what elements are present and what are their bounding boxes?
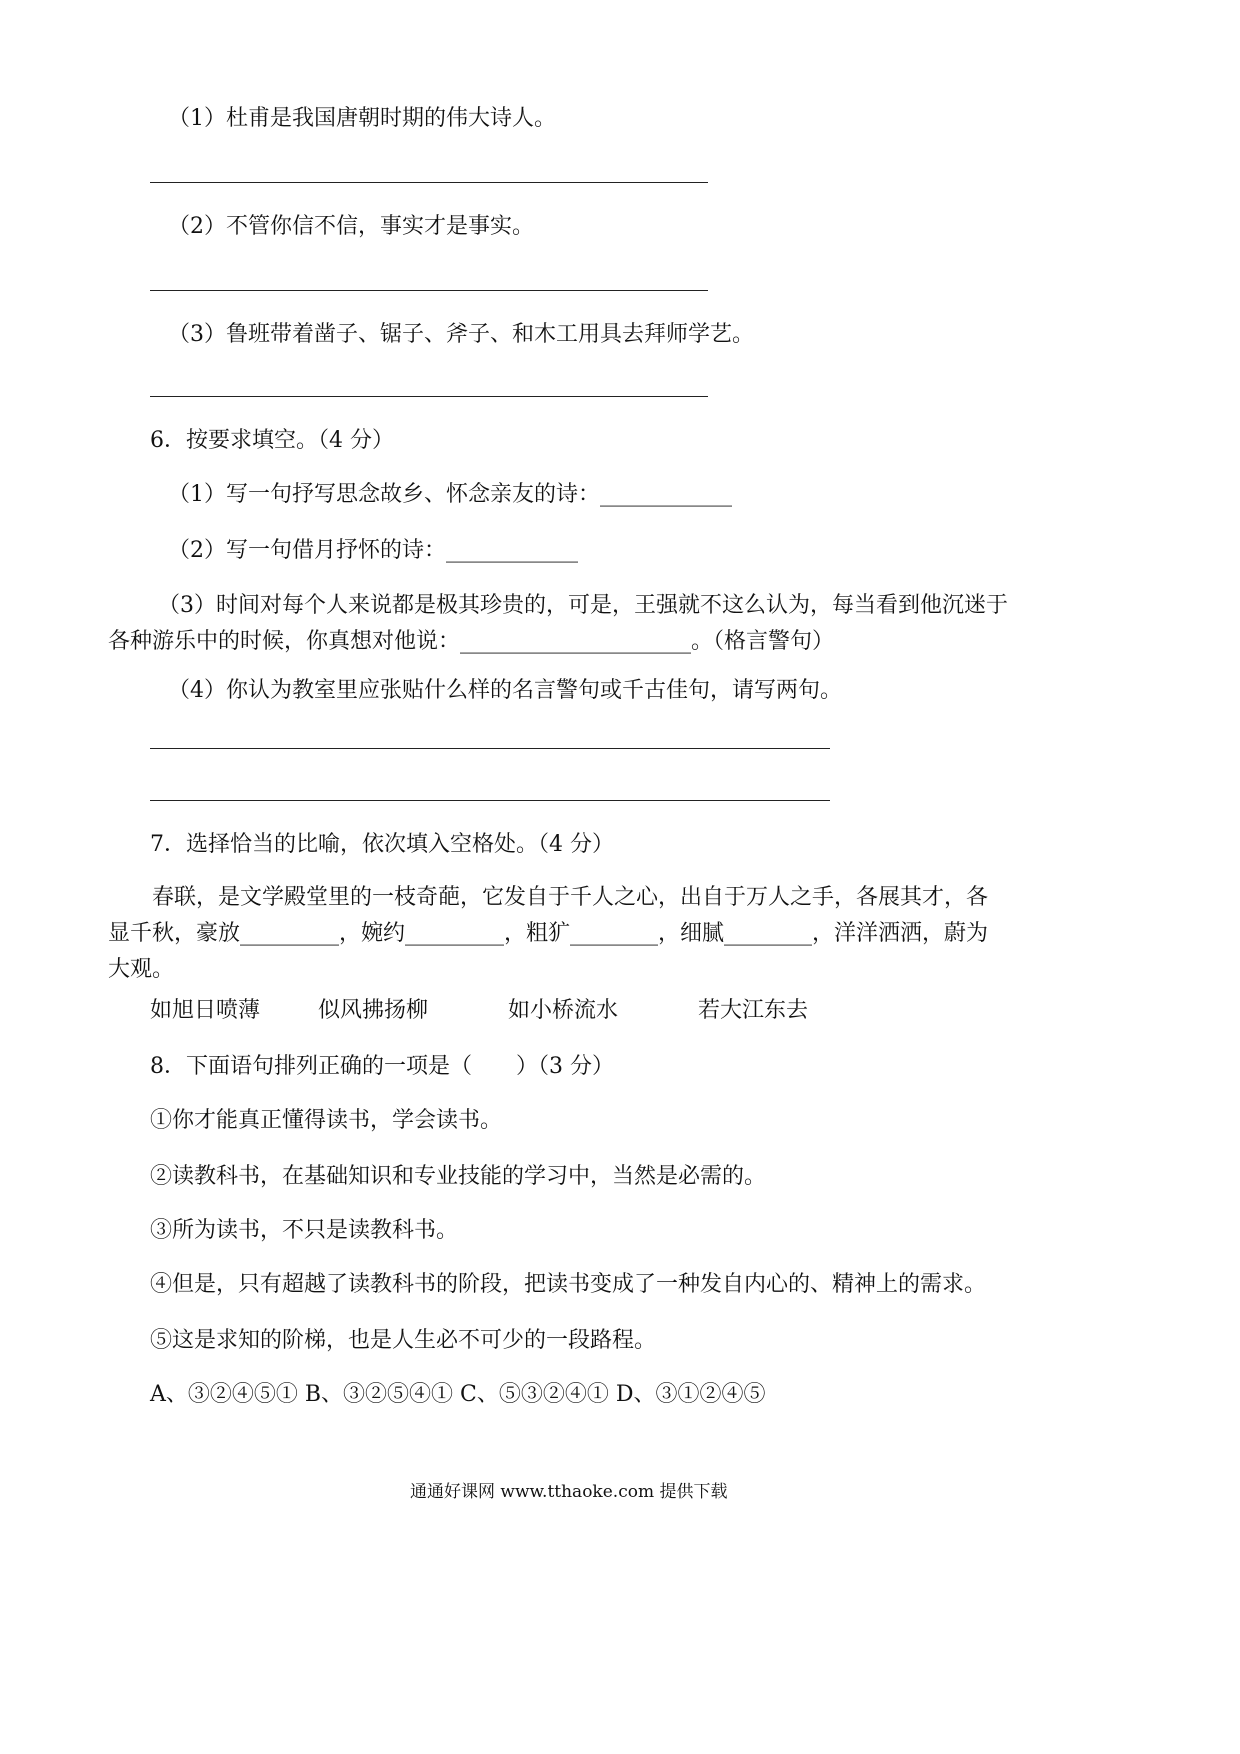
page-footer: 通通好课网 www.tthaoke.com 提供下载 xyxy=(410,1482,728,1502)
option-4: 若大江东去 xyxy=(698,998,809,1023)
question-8-choices: A、③②④⑤① B、③②⑤④① C、⑤③②④① D、③①②④⑤ xyxy=(150,1382,766,1407)
question-8-sentence-1: ①你才能真正懂得读书，学会读书。 xyxy=(150,1108,503,1133)
question-8-sentence-3: ③所为读书，不只是读教科书。 xyxy=(150,1218,459,1243)
question-8-sentence-4: ④但是，只有超越了读教科书的阶段，把读书变成了一种发自内心的、精神上的需求。 xyxy=(150,1272,987,1297)
question-8-title: 8．下面语句排列正确的一项是（ ）（3 分） xyxy=(150,1054,614,1079)
answer-line-6-4a[interactable] xyxy=(150,748,830,749)
option-1: 如旭日喷薄 xyxy=(150,998,261,1023)
question-8-sentence-2: ②读教科书，在基础知识和专业技能的学习中，当然是必需的。 xyxy=(150,1164,767,1189)
answer-line-3[interactable] xyxy=(150,396,708,397)
question-6-title: 6．按要求填空。（4 分） xyxy=(150,428,394,453)
question-8-sentence-5: ⑤这是求知的阶梯，也是人生必不可少的一段路程。 xyxy=(150,1328,657,1353)
answer-line-1[interactable] xyxy=(150,182,708,183)
question-7-title: 7．选择恰当的比喻，依次填入空格处。（4 分） xyxy=(150,832,614,857)
option-3: 如小桥流水 xyxy=(508,998,619,1023)
answer-line-6-4b[interactable] xyxy=(150,800,830,801)
question-6-item-4: （4）你认为教室里应张贴什么样的名言警句或千古佳句，请写两句。 xyxy=(168,678,842,703)
question-7-passage: 春联，是文学殿堂里的一枝奇葩，它发自于千人之心，出自于万人之手，各展其才，各显千秋，豪放_________，婉约_________，粗犷________，细腻________，洋洋洒洒，蔚为大观。 xyxy=(108,885,989,982)
sentence-item-1: （1）杜甫是我国唐朝时期的伟大诗人。 xyxy=(168,106,556,131)
sentence-item-3: （3）鲁班带着凿子、锯子、斧子、和木工用具去拜师学艺。 xyxy=(168,322,754,347)
question-7-options xyxy=(150,996,850,1026)
sentence-item-2: （2）不管你信不信，事实才是事实。 xyxy=(168,214,534,239)
answer-line-2[interactable] xyxy=(150,290,708,291)
question-6-item-1: （1）写一句抒写思念故乡、怀念亲友的诗：____________ xyxy=(168,482,732,507)
option-2: 似风拂扬柳 xyxy=(318,998,429,1023)
question-6-item-2: （2）写一句借月抒怀的诗：____________ xyxy=(168,538,578,563)
question-6-item-3: （3）时间对每个人来说都是极其珍贵的，可是，王强就不这么认为，每当看到他沉迷于各种游乐中的时候，你真想对他说：_____________________。（格言警句） xyxy=(108,593,1008,654)
